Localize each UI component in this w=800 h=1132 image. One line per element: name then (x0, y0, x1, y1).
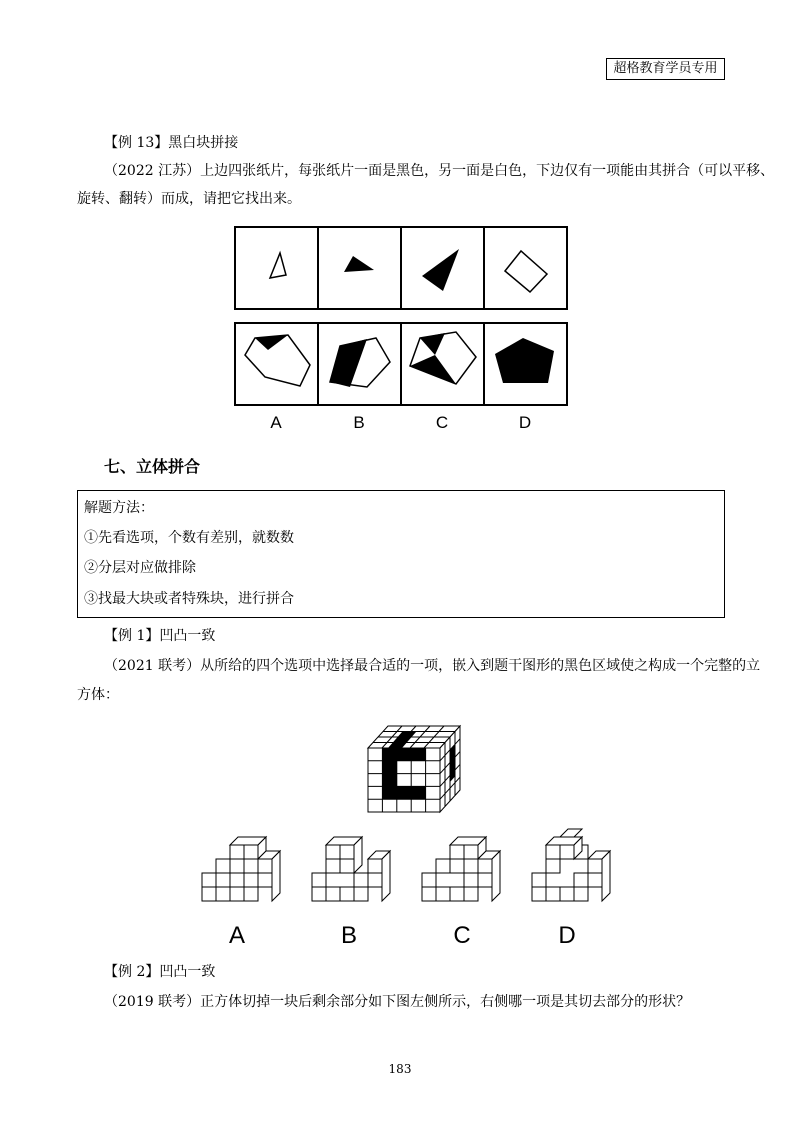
example-13-question-line2: 旋转、翻转）而成，请把它找出来。 (77, 191, 301, 207)
method-heading: 解题方法： (84, 500, 154, 516)
ex1-option-a-label: A (228, 922, 246, 949)
method-box (77, 490, 725, 618)
method-step-1: ①先看选项，个数有差别，就数数 (84, 530, 294, 546)
example-1-question-line1: （2021 联考）从所给的四个选项中选择最合适的一项，嵌入到题干图形的黑色区域使之构成一个完整的立 (104, 658, 761, 674)
method-step-3: ③找最大块或者特殊块，进行拼合 (84, 591, 294, 607)
option-d-blocks (532, 829, 610, 901)
option-d-label: D (518, 413, 532, 432)
section-title: 七、立体拼合 (104, 457, 201, 476)
example-13-figure (230, 225, 570, 435)
example-1-title: 【例 1】凹凸一致 (104, 628, 216, 644)
example-2-question: （2019 联考）正方体切掉一块后剩余部分如下图左侧所示，右侧哪一项是其切去部分的形状？ (104, 994, 691, 1010)
example-1-options-figure (190, 828, 620, 953)
main-cube-figure (360, 720, 470, 820)
option-a-blocks (202, 837, 280, 901)
header-tag: 超格教育学员专用 (606, 58, 725, 80)
example-2-title: 【例 2】凹凸一致 (104, 964, 216, 980)
option-a-label: A (270, 413, 282, 432)
example-1-question-line2: 方体： (77, 687, 119, 703)
ex1-option-c-label: C (453, 922, 471, 949)
ex1-option-b-label: B (340, 922, 358, 949)
option-b-label: B (353, 413, 365, 432)
ex1-option-d-label: D (558, 922, 576, 949)
option-c-blocks (422, 837, 500, 901)
example-13-question-line1: （2022 江苏）上边四张纸片，每张纸片一面是黑色，另一面是白色，下边仅有一项能由其拼合（可以平移、 (104, 163, 775, 179)
page-number: 183 (388, 1062, 412, 1076)
option-b-blocks (312, 837, 390, 901)
method-step-2: ②分层对应做排除 (84, 560, 196, 576)
example-13-title: 【例 13】黑白块拼接 (104, 135, 239, 151)
option-c-label: C (435, 413, 449, 432)
